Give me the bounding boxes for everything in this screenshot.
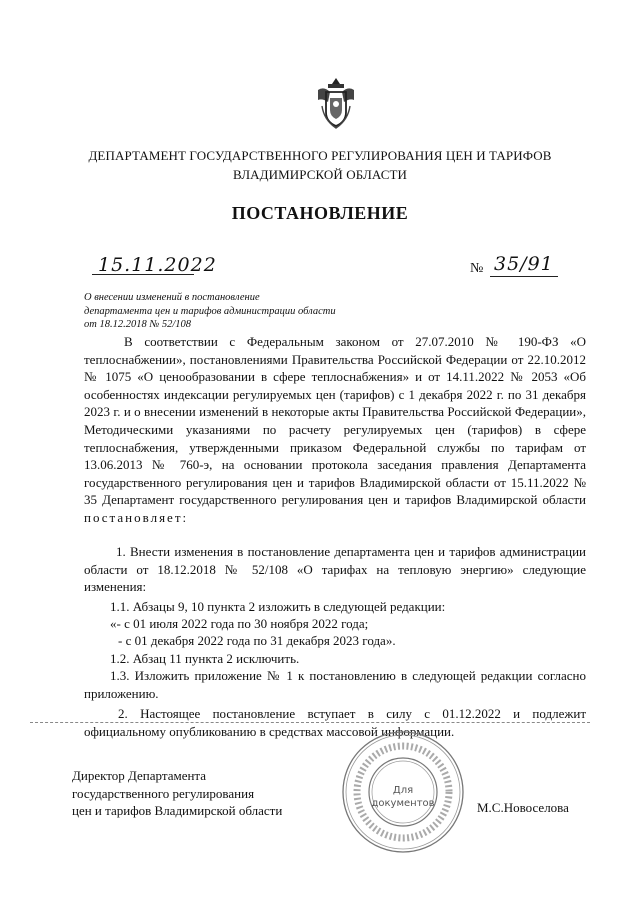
preamble-paragraph (84, 333, 586, 527)
item-1-1-b: - с 01 декабря 2022 года по 31 декабря 2023 года». (118, 633, 396, 648)
item-1-2: 1.2. Абзац 11 пункта 2 исключить. (110, 651, 300, 666)
signatory-title-line: государственного регулирования (72, 785, 255, 801)
document-date: 15.11.2022 (98, 254, 217, 276)
subject-line: от 18.12.2018 № 52/108 (84, 319, 192, 330)
item-2-paragraph: 2. Настоящее постановление вступает в силу с 01.12.2022 и подлежит официальному опубликованию в средствах массовой информации. (84, 706, 586, 739)
number-label: № (470, 261, 484, 276)
department-name-line1: ДЕПАРТАМЕНТ ГОСУДАРСТВЕННОГО РЕГУЛИРОВАНИЯ ЦЕН И ТАРИФОВ (88, 148, 552, 163)
date-underline (92, 274, 194, 275)
number-underline (490, 276, 558, 277)
document-title: ПОСТАНОВЛЕНИЕ (231, 203, 409, 223)
subject-line: О внесении изменений в постановление (84, 292, 260, 303)
stamp-text-line2: документов (371, 798, 435, 809)
signatory-title-line: Директор Департамента (72, 768, 207, 783)
item-1-1: 1.1. Абзацы 9, 10 пункта 2 изложить в следующей редакции: (110, 599, 446, 614)
subject-line: департамента цен и тарифов администрации области (84, 305, 336, 317)
department-name-line2: ВЛАДИМИРСКОЙ ОБЛАСТИ (232, 167, 408, 182)
document-subject (84, 291, 336, 332)
signatory-title (72, 767, 282, 820)
item-1-paragraph: 1. Внести изменения в постановление департамента цен и тарифов администрации области от 18.12.2018 № 52/108 «О тарифах на тепловую энергию» следующие изменения: (84, 544, 586, 595)
resolves-word: постановляет: (84, 509, 189, 525)
preamble-text: В соответствии с Федеральным законом от 27.07.2010 № 190-ФЗ «О теплоснабжении», постановлениями Правительства Российской Федерации от 22.10.2012 № 1075 «О ценообразовании в сфере теплоснабжения» и от 14.11.2022 № 2053 «Об особенностях индексации регулируемых цен (тарифов) с 1 декабря 2022 г. по 31 декабря 2023 г. и о внесении изменений в некоторые акты Правительства Российской Федерации», Методическими указаниями по расчету регулируемых цен (тарифов) в сфере теплоснабжения, утвержденными приказом Федеральной службы по тарифам от 13.06.2013 № 760-э, на основании протокола заседания правления Департамента государственного регулирования цен и тарифов Владимирской области от 15.11.2022 № 35 Департамент государственного регулирования цен и тарифов Владимирской области (84, 334, 586, 508)
document-number: 35/91 (494, 253, 554, 275)
signatory-title-line: цен и тарифов Владимирской области (72, 803, 283, 819)
item-1-1-a: «- с 01 июля 2022 года по 30 ноября 2022 года; (110, 616, 369, 631)
coat-of-arms-emblem (314, 76, 358, 130)
signatory-name: М.С.Новоселова (477, 800, 569, 815)
stamp-text-line1: Для (392, 785, 414, 796)
item-1-3-paragraph: 1.3. Изложить приложение № 1 к постановлению в следующей редакции согласно приложению. (84, 668, 586, 701)
